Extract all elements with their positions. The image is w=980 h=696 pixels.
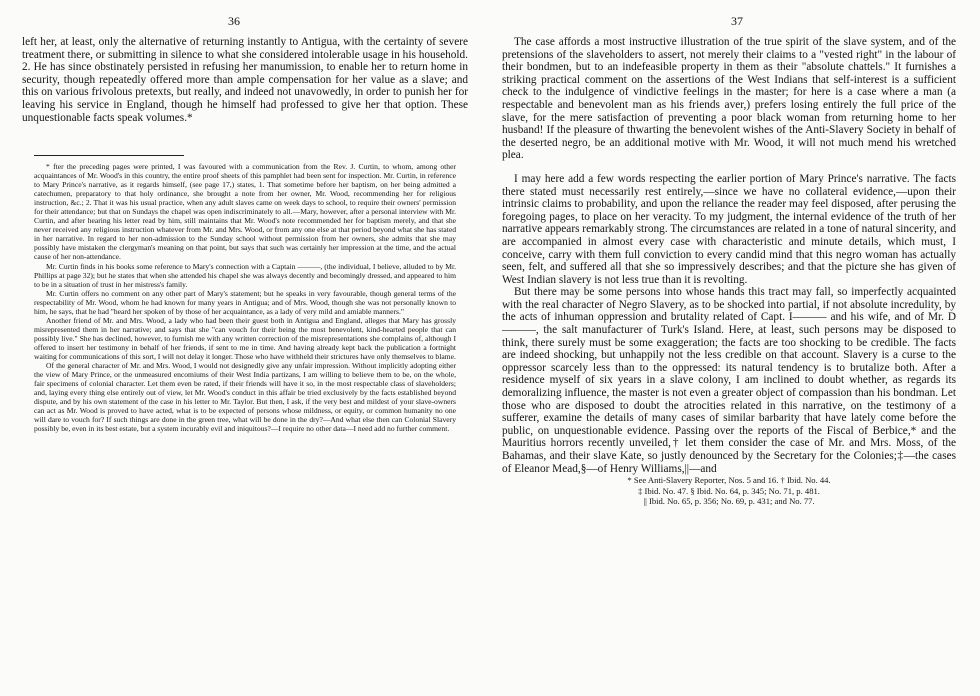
left-main-column <box>22 36 468 124</box>
footnote-paragraph: Mr. Curtin offers no comment on any other part of Mary's statement; but he speaks in very favourable, though general terms of the respectability of Mr. Wood, whom he had known for many years in Antigua; and of Mrs. Wood, though she was not personally known to him, he says, that he had "heard her spoken of by those of her acquaintance, as a lady of very mild and amiable manners." <box>34 288 456 316</box>
footnote-reference: * See Anti-Slavery Reporter, Nos. 5 and 16. † Ibid. No. 44. <box>627 475 831 486</box>
left-body-paragraph: left her, at least, only the alternative of returning instantly to Antigua, with the certainty of severe treatment there, or submitting in silence to what she considered intolerable usage in his household. 2. He has since obstinately persisted in refusing her manumission, to enable her to return home in security, though repeatedly offered more than ample compensation for her value as a slave; and this on various frivolous pretexts, but really, and indeed not unavowedly, in order to punish her for leaving his service in England, though he himself had professed to give her that option. These unquestionable facts speak volumes.* <box>22 36 468 124</box>
right-page <box>490 0 980 696</box>
footnote-paragraph: * fter the preceding pages were printed, I was favoured with a communication from the Rev. J. Curtin, to whom, among other acquaintances of Mr. Wood's in this country, the entire proof sheets of this pamphlet had been sent for inspection. Mr. Curtin, in reference to Mary Prince's narrative, as it regards himself, (see page 17,) states, 1. That sometime before her baptism, on her being admitted a catechumen, preparatory to that holy ordinance, she brought a note from her owner, Mr. Wood, recommending her for religious instruction, &c.; 2. That it was his usual practice, when any adult slaves came on week days to school, to require their owners' permission for their attendance; but that on Sundays the chapel was open indiscriminately to all.—Mary, however, after a personal interview with Mr. Curtin, and after hearing his letter read by him, still maintains that Mr. Wood's note recommended her for baptism merely, and that she never received any religious instruction whatever from Mr. and Mrs. Wood, or from any one else at that period beyond what she has stated in her narrative. In regard to her non-admission to the Sunday school without permission from her owners, she admits that she may possibly have mistaken the clergyman's meaning on that point, but says that such was certainly her impression at the time, and the actual cause of her non-attendance. <box>34 162 456 262</box>
left-page-number: 36 <box>228 14 240 28</box>
right-paragraph-3: But there may be some persons into whose hands this tract may fall, so imperfectly acquainted with the real character of Negro Slavery, as to be shocked into partial, if not absolute incredulity, by the acts of inhuman oppression and brutality related of Capt. I——— and his wife, and of Mr. D———, the salt manufacturer of Turk's Island. Here, at least, such persons may be disposed to think, there surely must be some exaggeration; the facts are too shocking to be credible. The facts are indeed shocking, but unhappily not the less credible on that account. Slavery is a curse to the oppressor scarcely less than to the oppressed: its natural tendency is to brutalize both. After a residence myself of six years in a slave colony, I am inclined to doubt whether, as regards its demoralizing influence, the master is not even a greater object of compassion than his bondman. Let those who are disposed to doubt the atrocities related in this narrative, on the testimony of a sufferer, examine the details of many cases of similar barbarity that have lately come before the public, on unquestionable evidence. Passing over the reports of the Fiscal of Berbice,* and the Mauritius horrors recently unveiled,† let them consider the case of Mr. and Mrs. Moss, of the Bahamas, and their slave Kate, so justly denounced by the Secretary for the Colonies;‡—the cases of Eleanor Mead,§—of Henry Williams,||—and <box>502 286 956 475</box>
footnote-paragraph: Another friend of Mr. and Mrs. Wood, a lady who had been their guest both in Antigua and England, alleges that Mary has grossly misrepresented them in her narrative; and says that she "can vouch for their being the most benevolent, kind-hearted people that can possibly live." She has declined, however, to furnish me with any written correction of the misrepresentations she complains of, although I offered to insert her testimony in behalf of her friends, if sent to me in time. And having already kept back the publication a fortnight waiting for communications of this sort, I will not delay it longer. Those who have withheld their strictures have only themselves to blame. <box>34 315 456 361</box>
footnote-separator <box>34 155 184 156</box>
footnote-reference: ‡ Ibid. No. 47. § Ibid. No. 64, p. 345; No. 71, p. 481. <box>638 485 820 496</box>
right-paragraph-1: The case affords a most instructive illustration of the true spirit of the slave system, and of the pretensions of the slaveholders to assert, not merely their claims to a "vested right" in the labour of their bondmen, but to an indefeasible property in them as their "absolute chattels." It furnishes a striking practical comment on the assertions of the West Indians that self-interest is a sufficient check to the indulgence of vindictive feelings in the master; for here is a case where a man (a respectable and benevolent man as his friends aver,) prefers losing entirely the full price of the slave, for the mere satisfaction of preventing a poor black woman from returning home to her husband! If the pleasure of thwarting the benevolent wishes of the Anti-Slavery Society in behalf of the deserted negro, be an additional motive with Mr. Wood, it will not much mend his wretched plea. <box>502 36 956 162</box>
right-main-column <box>502 36 956 507</box>
footnote-reference: || Ibid. No. 65, p. 356; No. 69, p. 431; and No. 77. <box>643 496 815 507</box>
right-page-number: 37 <box>731 14 743 28</box>
footnote-paragraph: Of the general character of Mr. and Mrs. Wood, I would not designedly give any unfair impression. Without implicitly adopting either the view of Mary Prince, or the unmeasured encomiums of their West India partizans, I am willing to believe them to be, on the whole, fair specimens of colonial character. Let them even be rated, if their friends will have it so, in the most respectable class of slaveholders; and, laying every thing else entirely out of view, let Mr. Wood's conduct in this affair be tried exclusively by the facts established beyond dispute, and by his own statement of the case in his letter to Mr. Taylor. But then, I ask, if the very best and mildest of your slave-owners can act as Mr. Wood is proved to have acted, what is to be expected of persons whose mildness, or equity, or common humanity no one will dare to vouch for? If such things are done in the green tree, what will be done in the dry?—And what else then can Colonial Slavery possibly be, even in its best estate, but a system incurably evil and iniquitous?—I require no other data—I need add no further comment. <box>34 361 456 434</box>
right-paragraph-2: I may here add a few words respecting the earlier portion of Mary Prince's narrative. The facts there stated must necessarily rest entirely,—since we have no collateral evidence,—upon their intrinsic claims to probability, and upon the reliance the reader may feel disposed, after perusing the foregoing pages, to place on her veracity. To my judgment, the internal evidence of the truth of her narrative appears remarkably strong. The circumstances are related in a tone of natural sincerity, and are accompanied in almost every case with characteristic and minute details, which must, I conceive, carry with them full conviction to every candid mind that this negro woman has actually seen, felt, and suffered all that she so impressively describes; and that the picture she has given of West Indian slavery is not less true than it is revolting. <box>502 172 956 286</box>
footnote-paragraph: Mr. Curtin finds in his books some reference to Mary's connection with a Captain ———, (the individual, I believe, alluded to by Mr. Phillips at page 32); but he states that when she attended his chapel she was always decently and becomingly dressed, and appeared to him to be in a situation of trust in her mistress's family. <box>34 261 456 289</box>
left-footnotes <box>34 162 456 433</box>
